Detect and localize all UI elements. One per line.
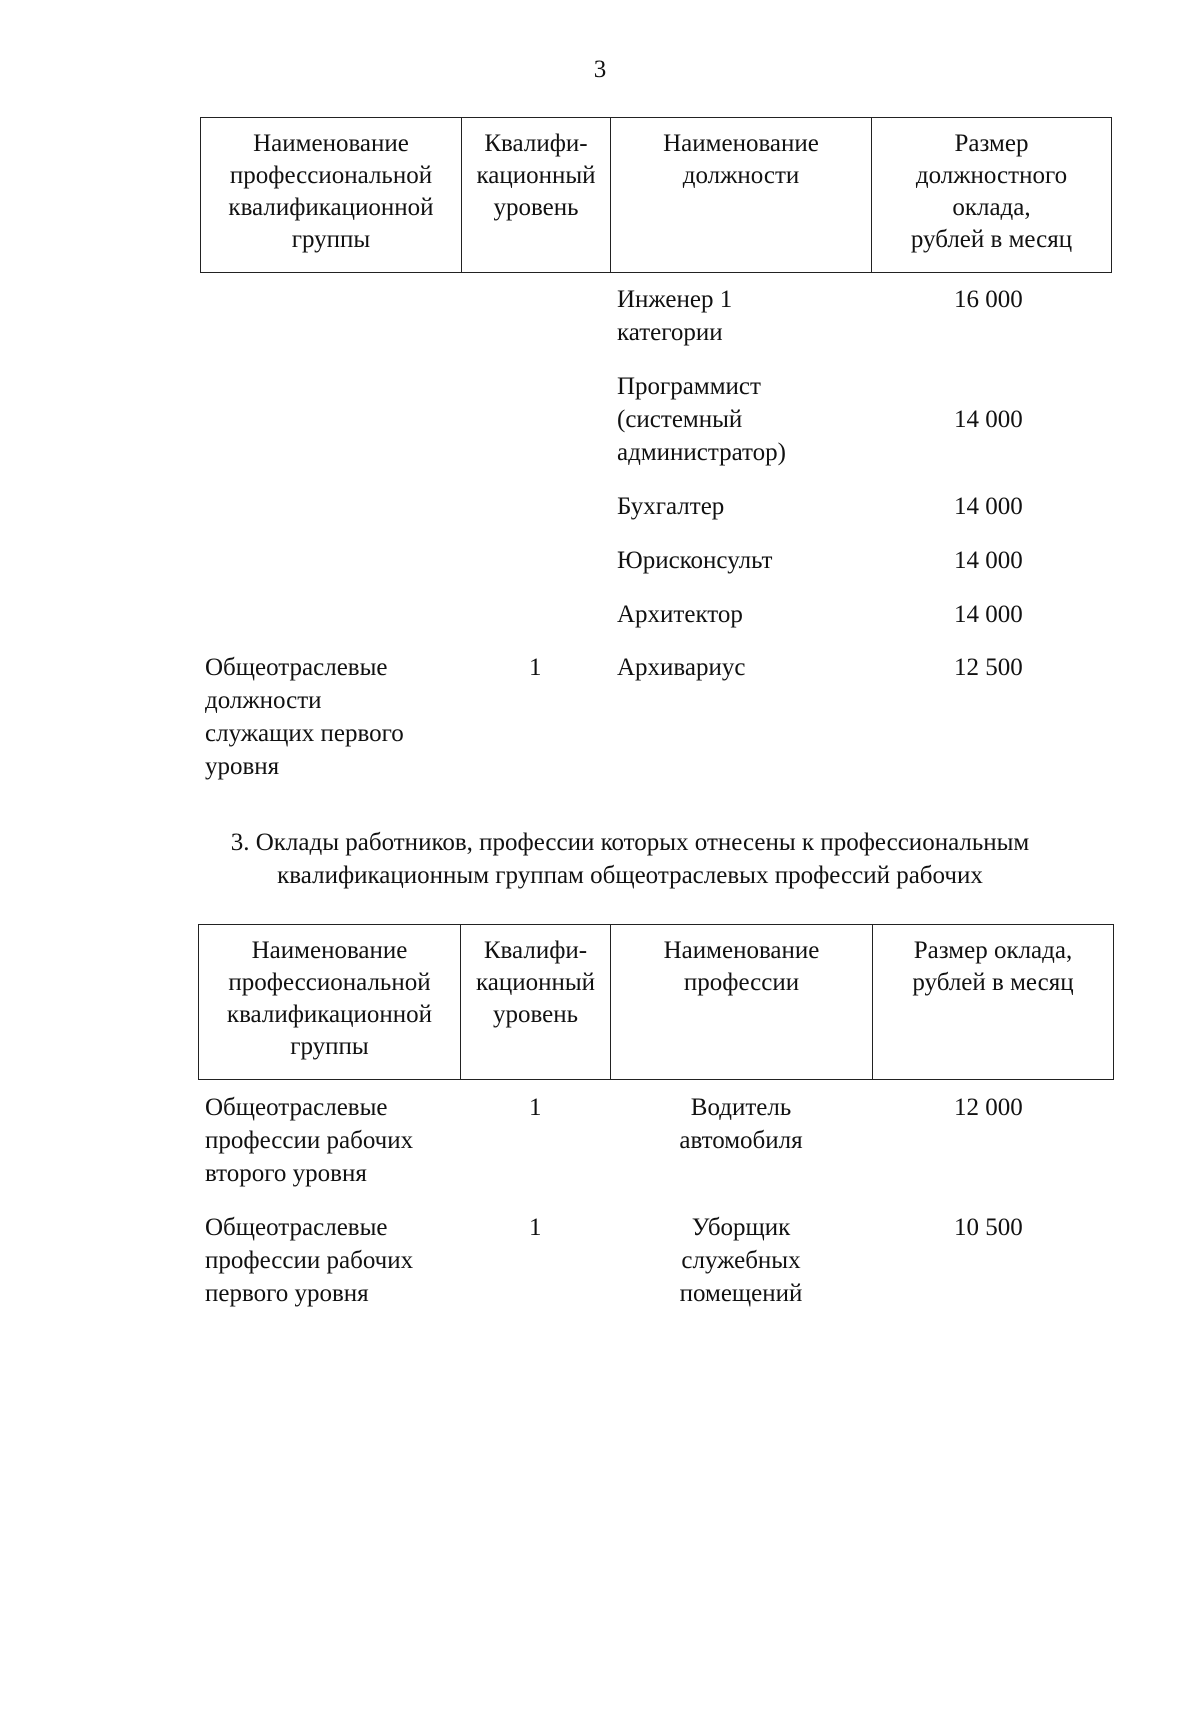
table1-row-2-position: Программист (системный администратор) <box>617 373 786 466</box>
table1-header-row <box>201 118 1112 273</box>
table2-row-1-group: Общеотраслевые профессии рабочих второго уровня <box>205 1094 414 1187</box>
table1-row-2-salary: 14 000 <box>954 406 1023 433</box>
table2-row-2-profession: Уборщик служебных помещений <box>679 1214 803 1307</box>
page-number: 3 <box>593 56 607 83</box>
table2-header-salary: Размер оклада, рублей в месяц <box>873 925 1114 1080</box>
table2-row-1-salary: 12 000 <box>954 1094 1023 1121</box>
table2-header-row <box>199 925 1114 1080</box>
table1-row-6-group: Общеотраслевые должности служащих первого уровня <box>205 654 404 780</box>
table1-row-5-salary: 14 000 <box>954 601 1023 628</box>
table2-row-2-salary: 10 500 <box>954 1214 1023 1241</box>
table1-header-position: Наименование должности <box>611 118 872 273</box>
table1-header-level: Квалифи- кационный уровень <box>462 118 611 273</box>
section-3-heading: 3. Оклады работников, профессии которых отнесены к профессиональным квалификационным группам общеотраслевых профессий рабочих <box>230 829 1030 889</box>
table2-row-2-level: 1 <box>529 1214 542 1241</box>
table1-row-4-position: Юрисконсульт <box>617 547 773 574</box>
table1-row-1-position: Инженер 1 категории <box>617 286 733 346</box>
table1-row-1-salary: 16 000 <box>954 286 1023 313</box>
table1-row-6-position: Архивариус <box>617 654 746 681</box>
table2-header-profession: Наименование профессии <box>611 925 873 1080</box>
table2-row-1-level: 1 <box>529 1094 542 1121</box>
table2-header <box>198 924 1114 1080</box>
table1-header <box>200 117 1112 273</box>
table1-row-4-salary: 14 000 <box>954 547 1023 574</box>
table1-row-6-level: 1 <box>529 654 542 681</box>
table1-header-salary: Размер должностного оклада, рублей в месяц <box>872 118 1112 273</box>
table2-header-level: Квалифи- кационный уровень <box>461 925 611 1080</box>
table1-row-3-position: Бухгалтер <box>617 493 725 520</box>
table1-row-5-position: Архитектор <box>617 601 743 628</box>
table2-row-1-profession: Водитель автомобиля <box>679 1094 803 1154</box>
table1-header-group: Наименование профессиональной квалификационной группы <box>201 118 462 273</box>
table2-row-2-group: Общеотраслевые профессии рабочих первого уровня <box>205 1214 414 1307</box>
table1-row-6-salary: 12 500 <box>954 654 1023 681</box>
table2-header-group: Наименование профессиональной квалификационной группы <box>199 925 461 1080</box>
table1-row-3-salary: 14 000 <box>954 493 1023 520</box>
